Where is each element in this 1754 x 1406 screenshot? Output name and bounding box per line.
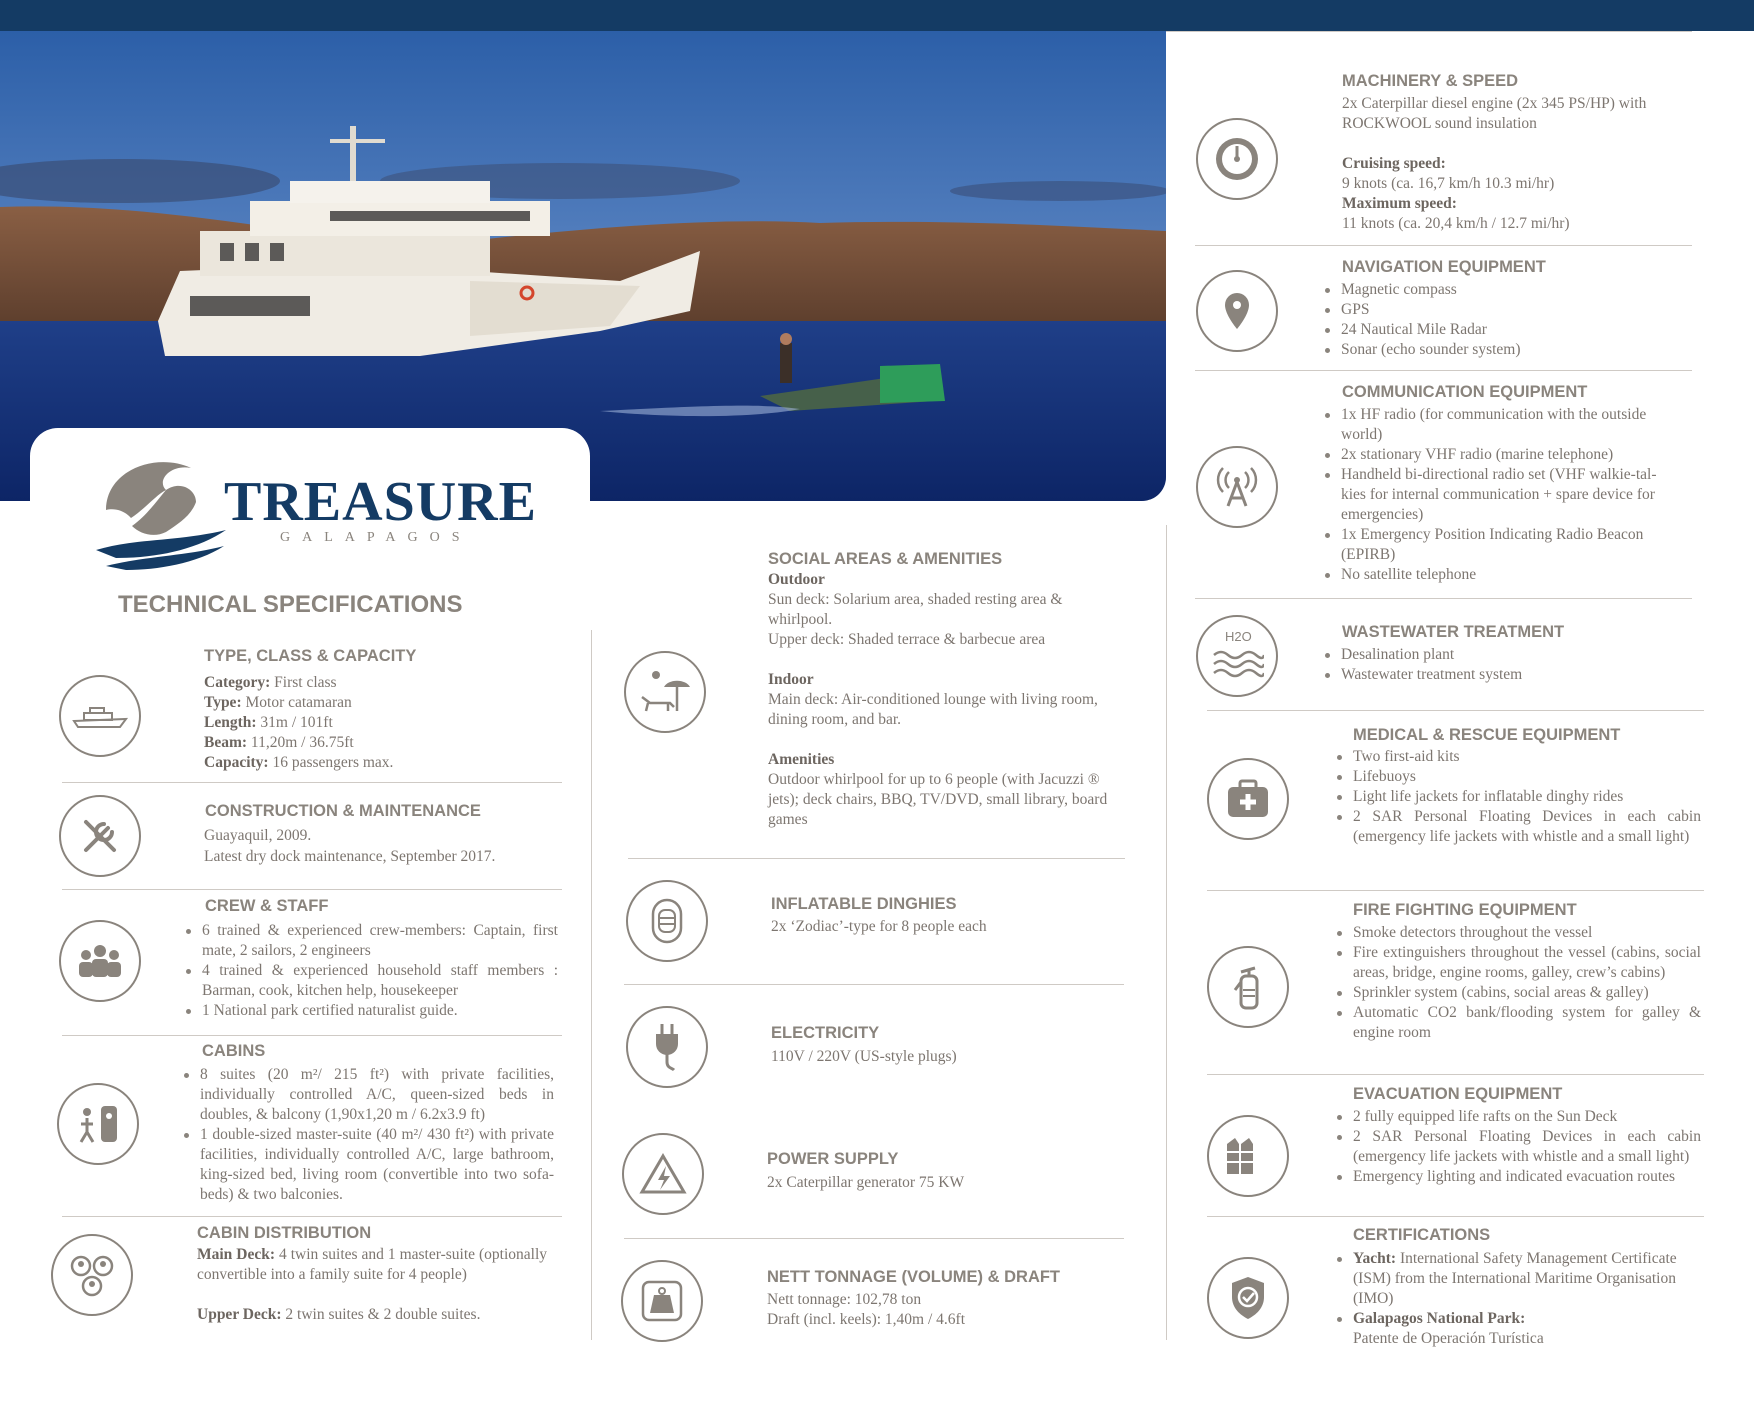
top-bar	[0, 0, 1754, 31]
navigation-item: Magnetic compass	[1323, 280, 1683, 300]
brand-name: TREASURE	[224, 471, 537, 533]
beam-value: 11,20m / 36.75ft	[247, 734, 354, 751]
certification-item	[1335, 1309, 1701, 1349]
machinery-details	[1342, 94, 1682, 234]
brand-logo-icon	[96, 450, 236, 570]
first-aid-kit-icon	[1207, 758, 1289, 840]
evacuation-item: 2 SAR Personal Floating Devices in each cabin (emergency life jackets with whistle and a small light)	[1335, 1127, 1701, 1167]
communication-item: Handheld bi-directional radio set (VHF walkie-tal- kies for internal communication + spare device for emergencies)	[1323, 465, 1685, 525]
outdoor-upperdeck: Upper deck: Shaded terrace & barbecue area	[768, 631, 1046, 648]
divider	[1207, 1216, 1704, 1217]
communication-list	[1323, 405, 1685, 585]
section-heading-power: POWER SUPPLY	[767, 1150, 899, 1168]
park-cert-label: Galapagos National Park:	[1353, 1310, 1526, 1327]
section-heading-social: SOCIAL AREAS & AMENITIES	[768, 550, 1003, 568]
distribution-icon	[51, 1234, 133, 1316]
upper-deck-value: 2 twin suites & 2 double suites.	[281, 1306, 481, 1323]
wastewater-item: Desalination plant	[1323, 645, 1683, 665]
social-details	[768, 570, 1128, 830]
certifications-list	[1335, 1249, 1701, 1349]
communication-item: 2x stationary VHF radio (marine telephone)	[1323, 445, 1685, 465]
location-pin-icon	[1196, 270, 1278, 352]
wastewater-item: Wastewater treatment system	[1323, 665, 1683, 685]
evacuation-item: Emergency lighting and indicated evacuation routes	[1335, 1167, 1701, 1187]
nett-tonnage: Nett tonnage: 102,78 ton	[767, 1291, 922, 1308]
wastewater-list	[1323, 645, 1683, 685]
cruising-speed-value: 9 knots (ca. 16,7 km/h 10.3 mi/hr)	[1342, 175, 1555, 192]
beam-label: Beam:	[204, 734, 248, 751]
divider	[1207, 1074, 1704, 1075]
divider	[1195, 370, 1692, 371]
section-heading-electricity: ELECTRICITY	[771, 1024, 880, 1042]
page-title: TECHNICAL SPECIFICATIONS	[118, 591, 463, 618]
section-heading-wastewater: WASTEWATER TREATMENT	[1342, 623, 1565, 641]
max-speed-label: Maximum speed:	[1342, 195, 1457, 212]
plug-icon	[626, 1006, 708, 1088]
category-value: First class	[270, 674, 337, 691]
tonnage-details	[767, 1290, 1107, 1330]
fire-list	[1335, 923, 1701, 1043]
distribution-details	[197, 1245, 547, 1325]
crew-item: 4 trained & experienced household staff members : Barman, cook, kitchen help, housekeeper	[184, 961, 558, 1001]
communication-item: 1x HF radio (for communication with the outside world)	[1323, 405, 1685, 445]
column-divider	[1166, 525, 1167, 1340]
capacity-label: Capacity:	[204, 754, 269, 771]
section-heading-construction: CONSTRUCTION & MAINTENANCE	[205, 802, 481, 820]
max-speed-value: 11 knots (ca. 20,4 km/h / 12.7 mi/hr)	[1342, 215, 1570, 232]
fire-item: Sprinkler system (cabins, social areas & galley)	[1335, 983, 1701, 1003]
power-warning-icon	[622, 1133, 704, 1215]
power-text: 2x Caterpillar generator 75 KW	[767, 1174, 965, 1191]
certification-item	[1335, 1249, 1701, 1309]
section-heading-communication: COMMUNICATION EQUIPMENT	[1342, 383, 1588, 401]
divider	[1207, 890, 1704, 891]
crew-list	[184, 921, 558, 1021]
construction-details	[204, 826, 564, 867]
draft: Draft (incl. keels): 1,40m / 4.6ft	[767, 1311, 966, 1328]
dinghies-text: 2x ‘Zodiac’-type for 8 people each	[771, 918, 987, 935]
section-heading-machinery: MACHINERY & SPEED	[1342, 72, 1519, 90]
type-label: Type:	[204, 694, 242, 711]
evacuation-list	[1335, 1107, 1701, 1187]
electricity-text: 110V / 220V (US-style plugs)	[771, 1048, 957, 1065]
navigation-item: GPS	[1323, 300, 1683, 320]
cruising-speed-label: Cruising speed:	[1342, 155, 1446, 172]
park-cert-value: Patente de Operación Turística	[1353, 1330, 1544, 1347]
communication-item: 1x Emergency Position Indicating Radio Beacon (EPIRB)	[1323, 525, 1685, 565]
yacht-cert-value: International Safety Management Certificate (ISM) from the International Maritime Organisation (IMO)	[1353, 1250, 1677, 1307]
life-jacket-icon	[1207, 1115, 1289, 1197]
medical-item: Light life jackets for inflatable dinghy rides	[1335, 787, 1701, 807]
divider	[624, 1238, 1124, 1239]
section-heading-evacuation: EVACUATION EQUIPMENT	[1353, 1085, 1563, 1103]
section-heading-fire: FIRE FIGHTING EQUIPMENT	[1353, 901, 1577, 919]
shield-check-icon	[1207, 1257, 1289, 1339]
divider	[1166, 31, 1692, 32]
section-heading-type: TYPE, CLASS & CAPACITY	[204, 647, 417, 665]
radio-antenna-icon	[1196, 446, 1278, 528]
medical-item: Lifebuoys	[1335, 767, 1701, 787]
weight-icon	[621, 1260, 703, 1342]
communication-item: No satellite telephone	[1323, 565, 1685, 585]
crew-icon	[59, 920, 141, 1002]
column-divider	[591, 630, 592, 1340]
divider	[62, 889, 562, 890]
fire-item: Smoke detectors throughout the vessel	[1335, 923, 1701, 943]
amenities-text: Outdoor whirlpool for up to 6 people (with Jacuzzi ® jets); deck chairs, BBQ, TV/DVD, small library, board games	[768, 771, 1108, 828]
section-heading-navigation: NAVIGATION EQUIPMENT	[1342, 258, 1546, 276]
navigation-list	[1323, 280, 1683, 360]
yacht-cert-label: Yacht:	[1353, 1250, 1397, 1267]
main-deck-value: 4 twin suites and 1 master-suite (optionally convertible into a family suite for 4 people)	[197, 1246, 547, 1283]
divider	[62, 1216, 562, 1217]
category-label: Category:	[204, 674, 271, 691]
indoor-label: Indoor	[768, 671, 814, 688]
yacht-icon	[59, 675, 141, 757]
divider	[1195, 245, 1692, 246]
fire-item: Automatic CO2 bank/flooding system for galley & engine room	[1335, 1003, 1701, 1043]
divider	[62, 1035, 562, 1036]
sunbed-icon	[624, 651, 706, 733]
type-value: Motor catamaran	[241, 694, 352, 711]
length-label: Length:	[204, 714, 257, 731]
divider	[628, 858, 1125, 859]
water-icon	[1196, 615, 1278, 697]
type-details	[204, 673, 564, 773]
dinghy-icon	[626, 880, 708, 962]
medical-item: 2 SAR Personal Floating Devices in each cabin (emergency life jackets with whistle and a small light)	[1335, 807, 1701, 847]
upper-deck-label: Upper Deck:	[197, 1306, 282, 1323]
outdoor-sundeck: Sun deck: Solarium area, shaded resting area & whirlpool.	[768, 591, 1063, 628]
maintenance-date: Latest dry dock maintenance, September 2017.	[204, 848, 496, 865]
section-heading-dinghies: INFLATABLE DINGHIES	[771, 895, 957, 913]
amenities-label: Amenities	[768, 751, 835, 768]
engine-text: 2x Caterpillar diesel engine (2x 345 PS/HP) with ROCKWOOL sound insulation	[1342, 95, 1647, 132]
tools-icon	[59, 795, 141, 877]
speedometer-icon	[1196, 118, 1278, 200]
divider	[624, 984, 1124, 985]
water-icon-label: H2O	[1225, 629, 1252, 644]
section-heading-crew: CREW & STAFF	[205, 897, 329, 915]
crew-item: 6 trained & experienced crew-members: Captain, first mate, 2 sailors, 2 engineers	[184, 921, 558, 961]
navigation-item: Sonar (echo sounder system)	[1323, 340, 1683, 360]
divider	[62, 782, 562, 783]
medical-item: Two first-aid kits	[1335, 747, 1701, 767]
medical-list	[1335, 747, 1701, 847]
section-heading-tonnage: NETT TONNAGE (VOLUME) & DRAFT	[767, 1268, 1061, 1286]
cabin-icon	[57, 1083, 139, 1165]
capacity-value: 16 passengers max.	[268, 754, 394, 771]
divider	[1207, 710, 1704, 711]
section-heading-cabins: CABINS	[202, 1042, 266, 1060]
section-heading-medical: MEDICAL & RESCUE EQUIPMENT	[1353, 726, 1621, 744]
construction-place: Guayaquil, 2009.	[204, 827, 312, 844]
fire-extinguisher-icon	[1207, 946, 1289, 1028]
divider	[1195, 598, 1692, 599]
outdoor-label: Outdoor	[768, 571, 825, 588]
evacuation-item: 2 fully equipped life rafts on the Sun Deck	[1335, 1107, 1701, 1127]
cabin-item: 8 suites (20 m²/ 215 ft²) with private facilities, individually controlled A/C, queen-sized beds in doubles, & balcony (1,90x1,20 m / 6.2x3.9 ft)	[182, 1065, 554, 1125]
fire-item: Fire extinguishers throughout the vessel (cabins, social areas, bridge, engine rooms, galley, crew’s cabins)	[1335, 943, 1701, 983]
section-heading-distribution: CABIN DISTRIBUTION	[197, 1224, 372, 1242]
cabins-list	[182, 1065, 554, 1205]
length-value: 31m / 101ft	[256, 714, 333, 731]
section-heading-certifications: CERTIFICATIONS	[1353, 1226, 1491, 1244]
navigation-item: 24 Nautical Mile Radar	[1323, 320, 1683, 340]
main-deck-label: Main Deck:	[197, 1246, 276, 1263]
crew-item: 1 National park certified naturalist guide.	[184, 1001, 558, 1021]
indoor-text: Main deck: Air-conditioned lounge with living room, dining room, and bar.	[768, 691, 1098, 728]
brand-subname: GALAPAGOS	[280, 530, 472, 545]
cabin-item: 1 double-sized master-suite (40 m²/ 430 ft²) with private facilities, individually controlled A/C, large bathroom, king-sized bed, living room (convertible into two sofa-beds) & two balconies.	[182, 1125, 554, 1205]
